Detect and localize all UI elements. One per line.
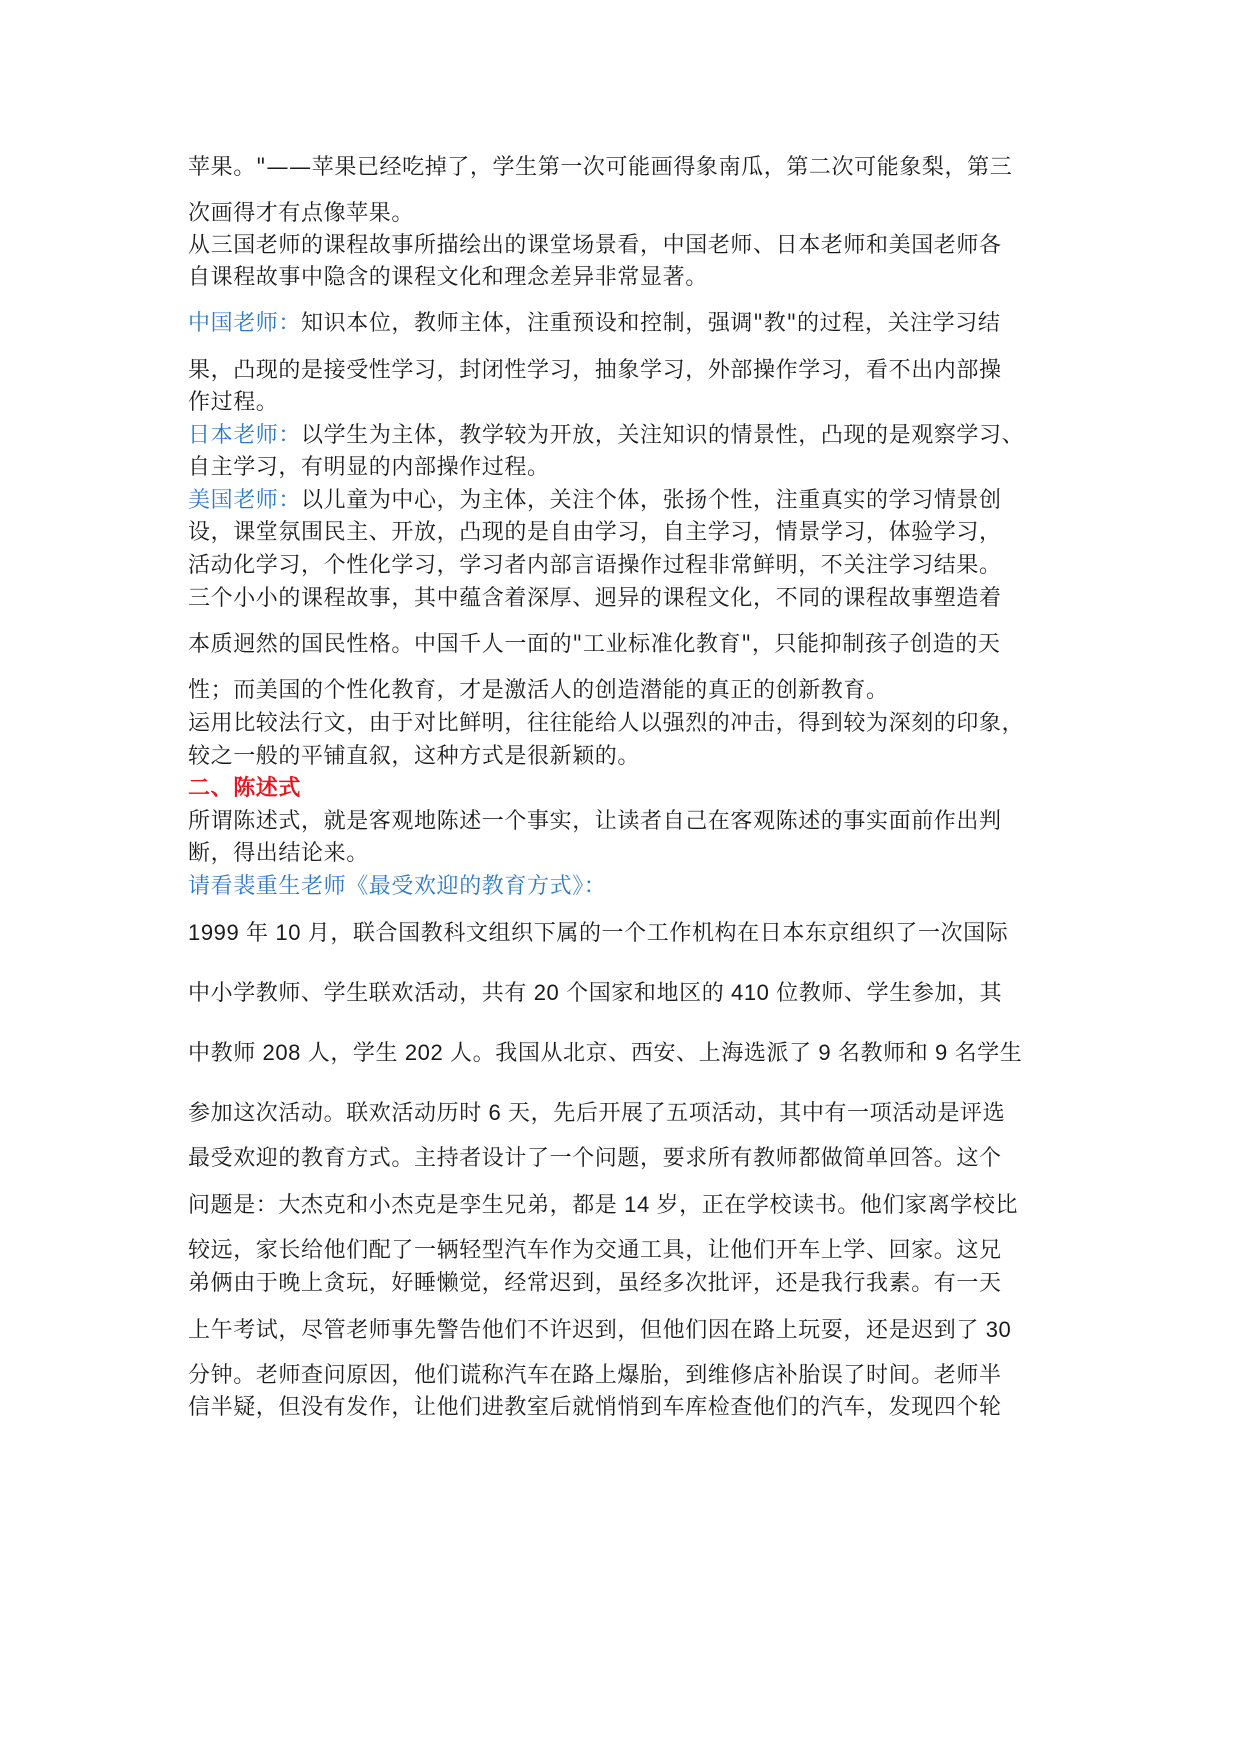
chinese-teacher-label: 中国老师： [188,311,302,336]
paragraph-line: 从三国老师的课程故事所描绘出的课堂场景看，中国老师、日本老师和美国老师各 [188,233,1002,258]
paragraph-line [188,872,1088,902]
paragraph-line: 弟俩由于晚上贪玩，好睡懒觉，经常迟到，虽经多次批评，还是我行我素。有一天 [188,1271,1002,1296]
japanese-teacher-label: 日本老师： [188,423,302,448]
paragraph-line: 1999 年 10 月，联合国教科文组织下属的一个工作机构在日本东京组织了一次国际 [188,920,1009,945]
paragraph-line: 中小学教师、学生联欢活动，共有 20 个国家和地区的 410 位教师、学生参加，其 [188,980,1003,1005]
paragraph-line: 作过程。 [188,390,279,415]
paragraph-line: 上午考试，尽管老师事先警告他们不许迟到，但他们因在路上玩耍，还是迟到了 30 [188,1317,1012,1342]
paragraph-line: 较之一般的平铺直叙，这种方式是很新颖的。 [188,744,641,769]
paragraph-line: 较远，家长给他们配了一辆轻型汽车作为交通工具，让他们开车上学、回家。这兄 [188,1238,1002,1263]
paragraph-line: 断，得出结论来。 [188,841,369,866]
paragraph-line: 美国老师：以儿童为中心，为主体，关注个体，张扬个性，注重真实的学习情景创 [188,488,1002,513]
paragraph-line: 果，凸现的是接受性学习，封闭性学习，抽象学习，外部操作学习，看不出内部操 [188,358,1002,383]
paragraph-line: 性；而美国的个性化教育，才是激活人的创造潜能的真正的创新教育。 [188,678,889,703]
paragraph-line: 最受欢迎的教育方式。主持者设计了一个问题，要求所有教师都做简单回答。这个 [188,1146,1002,1171]
article-reference-label: 请看裴重生老师《最受欢迎的教育方式》： [188,874,607,899]
paragraph-line: 日本老师：以学生为主体，教学较为开放，关注知识的情景性，凸现的是观察学习、 [188,423,1025,448]
paragraph-line: 问题是：大杰克和小杰克是孪生兄弟，都是 14 岁，正在学校读书。他们家离学校比 [188,1192,1019,1217]
paragraph-line: 运用比较法行文，由于对比鲜明，往往能给人以强烈的冲击，得到较为深刻的印象， [188,711,1025,736]
paragraph-line: 中教师 208 人，学生 202 人。我国从北京、西安、上海选派了 9 名教师和 9 名学生 [188,1040,1023,1065]
paragraph-line: 设，课堂氛围民主、开放，凸现的是自由学习，自主学习，情景学习，体验学习， [188,520,1002,545]
paragraph-line: 自课程故事中隐含的课程文化和理念差异非常显著。 [188,265,708,290]
paragraph-line: 自主学习，有明显的内部操作过程。 [188,455,550,480]
paragraph-line: 参加这次活动。联欢活动历时 6 天，先后开展了五项活动，其中有一项活动是评选 [188,1100,1006,1125]
paragraph-line: 活动化学习，个性化学习，学习者内部言语操作过程非常鲜明，不关注学习结果。 [188,553,1002,578]
section-heading: 二、陈述式 [188,776,302,801]
american-teacher-label: 美国老师： [188,488,302,513]
paragraph-line: 本质迥然的国民性格。中国千人一面的"工业标准化教育"，只能抑制孩子创造的天 [188,632,1001,657]
paragraph-line: 苹果。"——苹果已经吃掉了，学生第一次可能画得象南瓜，第二次可能象梨，第三 [188,155,1013,180]
paragraph-line: 次画得才有点像苹果。 [188,201,415,226]
paragraph-line: 中国老师：知识本位，教师主体，注重预设和控制，强调"教"的过程，关注学习结 [188,311,1001,336]
paragraph-line: 所谓陈述式，就是客观地陈述一个事实，让读者自己在客观陈述的事实面前作出判 [188,809,1002,834]
paragraph-line: 三个小小的课程故事，其中蕴含着深厚、迥异的课程文化，不同的课程故事塑造着 [188,586,1002,611]
paragraph-line: 信半疑，但没有发作，让他们进教室后就悄悄到车库检查他们的汽车，发现四个轮 [188,1395,1002,1420]
paragraph-line: 分钟。老师查问原因，他们谎称汽车在路上爆胎，到维修店补胎误了时间。老师半 [188,1363,1002,1388]
